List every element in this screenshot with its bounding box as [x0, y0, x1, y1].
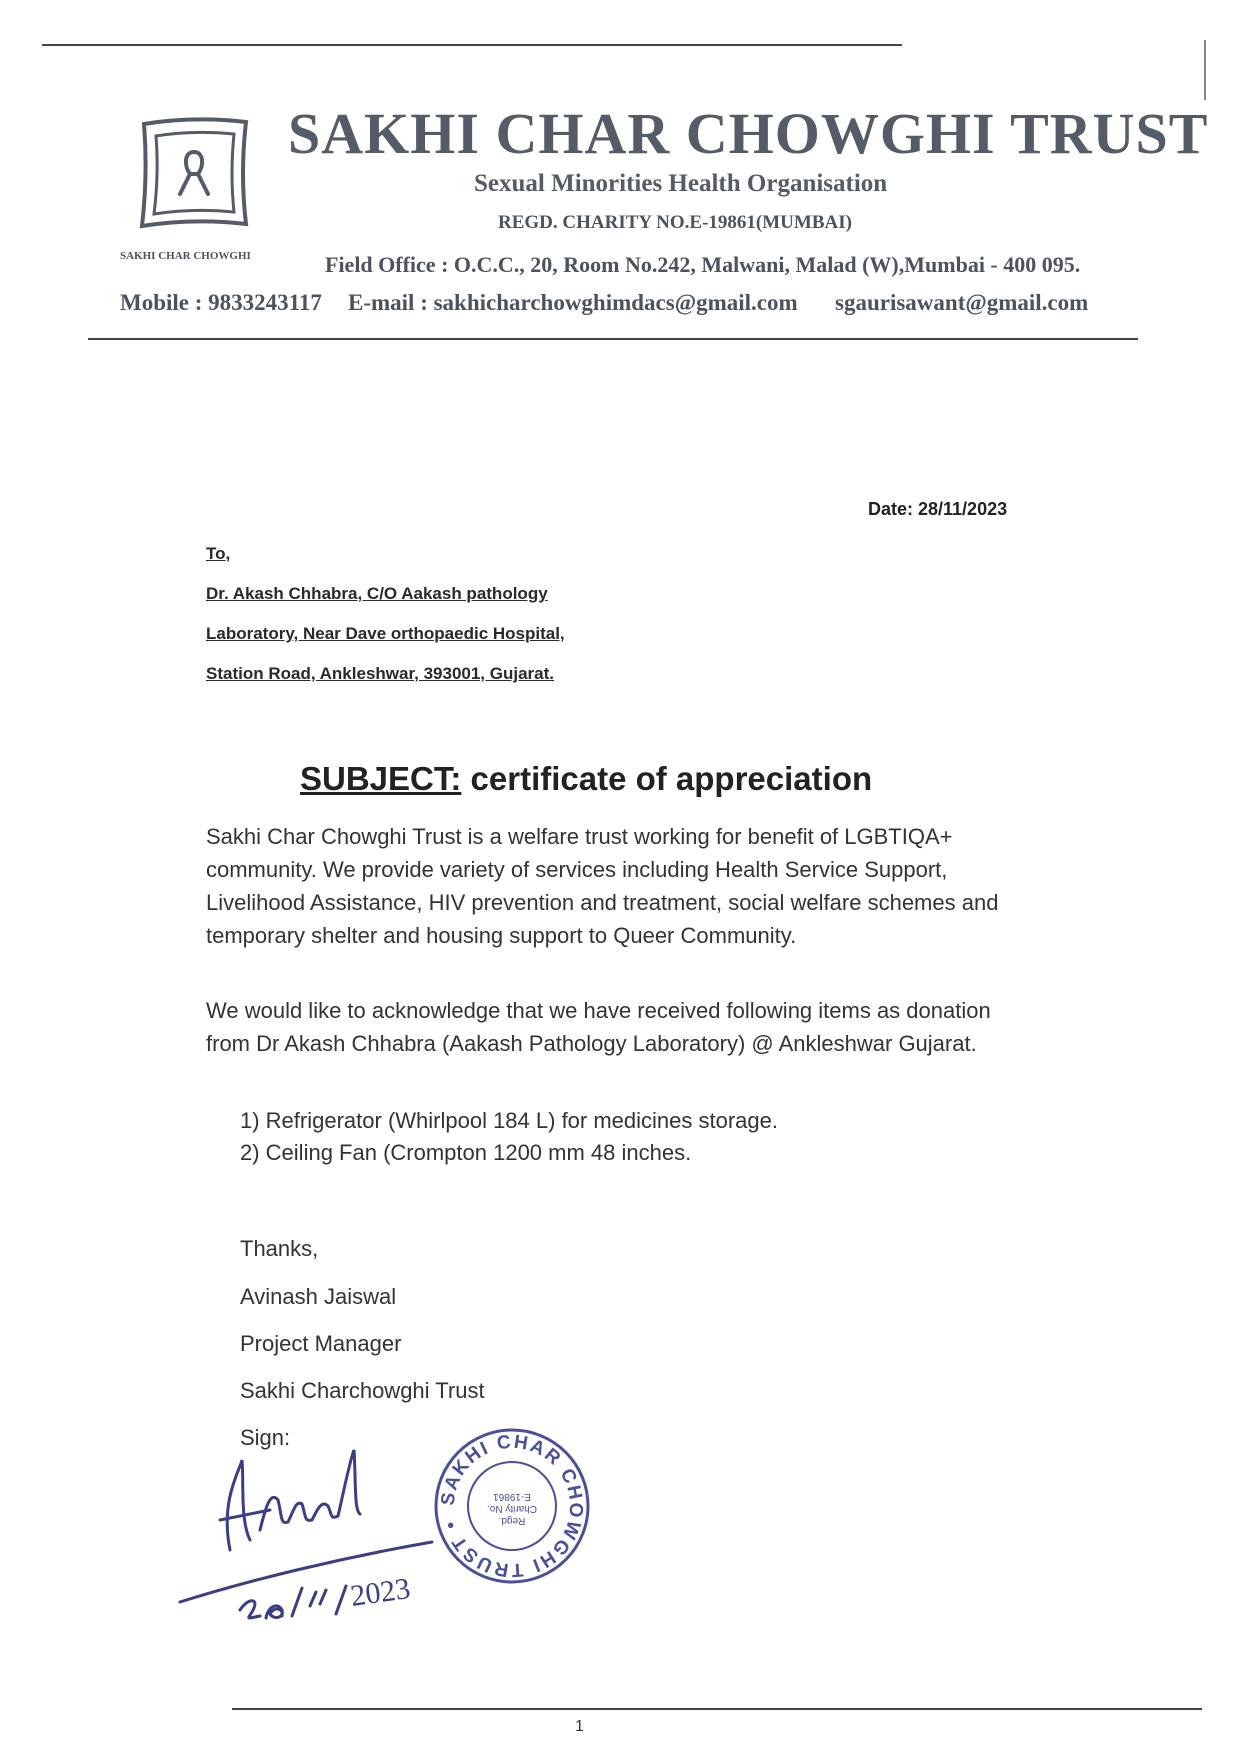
subject-label: SUBJECT: [300, 760, 462, 797]
email-primary: E-mail : sakhicharchowghimdacs@gmail.com [348, 290, 798, 315]
header-divider [88, 338, 1138, 340]
recipient-address-line-3: Station Road, Ankleshwar, 393001, Gujarat. [206, 664, 554, 683]
letter-date: Date: 28/11/2023 [868, 499, 1008, 519]
ribbon-logo-icon [134, 114, 254, 232]
paragraph-intro: Sakhi Char Chowghi Trust is a welfare trust working for benefit of LGBTIQA+ community. We provide variety of services including Health Service Support, Livelihood Assistance, HIV prevention and treatment, social welfare schemes and temporary shelter and housing support to Queer Community. [206, 824, 999, 948]
svg-text:E-19861: E-19861 [493, 1491, 531, 1502]
handwritten-signature [170, 1430, 440, 1630]
field-office-address: Field Office : O.C.C., 20, Room No.242, Malwani, Malad (W),Mumbai - 400 095. [325, 252, 1081, 277]
subject-heading [300, 760, 872, 798]
sign-label: Sign: [240, 1425, 291, 1450]
trust-seal-stamp [432, 1426, 592, 1586]
trust-logo [134, 114, 254, 232]
donation-item-1: 1) Refrigerator (Whirlpool 184 L) for medicines storage. [240, 1108, 779, 1133]
signatory-name: Avinash Jaiswal [240, 1284, 397, 1309]
svg-text:2023: 2023 [348, 1571, 413, 1613]
svg-text:SAKHI CHAR CHOWGHI TRUST •: SAKHI CHAR CHOWGHI TRUST • [437, 1431, 587, 1581]
recipient-address-line-1: Dr. Akash Chhabra, C/O Aakash pathology [206, 584, 548, 603]
organization-subtitle: Sexual Minorities Health Organisation [474, 170, 888, 197]
mobile-number: Mobile : 9833243117 [120, 290, 322, 315]
signatory-organization: Sakhi Charchowghi Trust [240, 1378, 485, 1403]
footer-rule [232, 1708, 1202, 1710]
registration-number: REGD. CHARITY NO.E-19861(MUMBAI) [498, 212, 852, 233]
organization-name: SAKHI CHAR CHOWGHI TRUST [288, 101, 1209, 166]
svg-text:Charity No.: Charity No. [486, 1503, 538, 1514]
top-rule [42, 44, 902, 46]
paragraph-acknowledgement: We would like to acknowledge that we have received following items as donation from Dr Akash Chhabra (Aakash Pathology Laboratory) @ Ankleshwar Gujarat. [206, 998, 991, 1056]
recipient-address-line-2: Laboratory, Near Dave orthopaedic Hospital, [206, 624, 565, 643]
subject-text: certificate of appreciation [461, 760, 873, 797]
donation-item-2: 2) Ceiling Fan (Crompton 1200 mm 48 inches. [240, 1140, 692, 1165]
logo-caption: SAKHI CHAR CHOWGHI [120, 250, 251, 262]
right-edge-mark [1204, 40, 1206, 100]
email-secondary: sgaurisawant@gmail.com [835, 290, 1089, 315]
svg-text:Regd.: Regd. [498, 1515, 526, 1526]
closing-thanks: Thanks, [240, 1236, 319, 1261]
recipient-salutation: To, [206, 544, 231, 563]
signatory-title: Project Manager [240, 1331, 402, 1356]
page-number: 1 [575, 1718, 584, 1735]
